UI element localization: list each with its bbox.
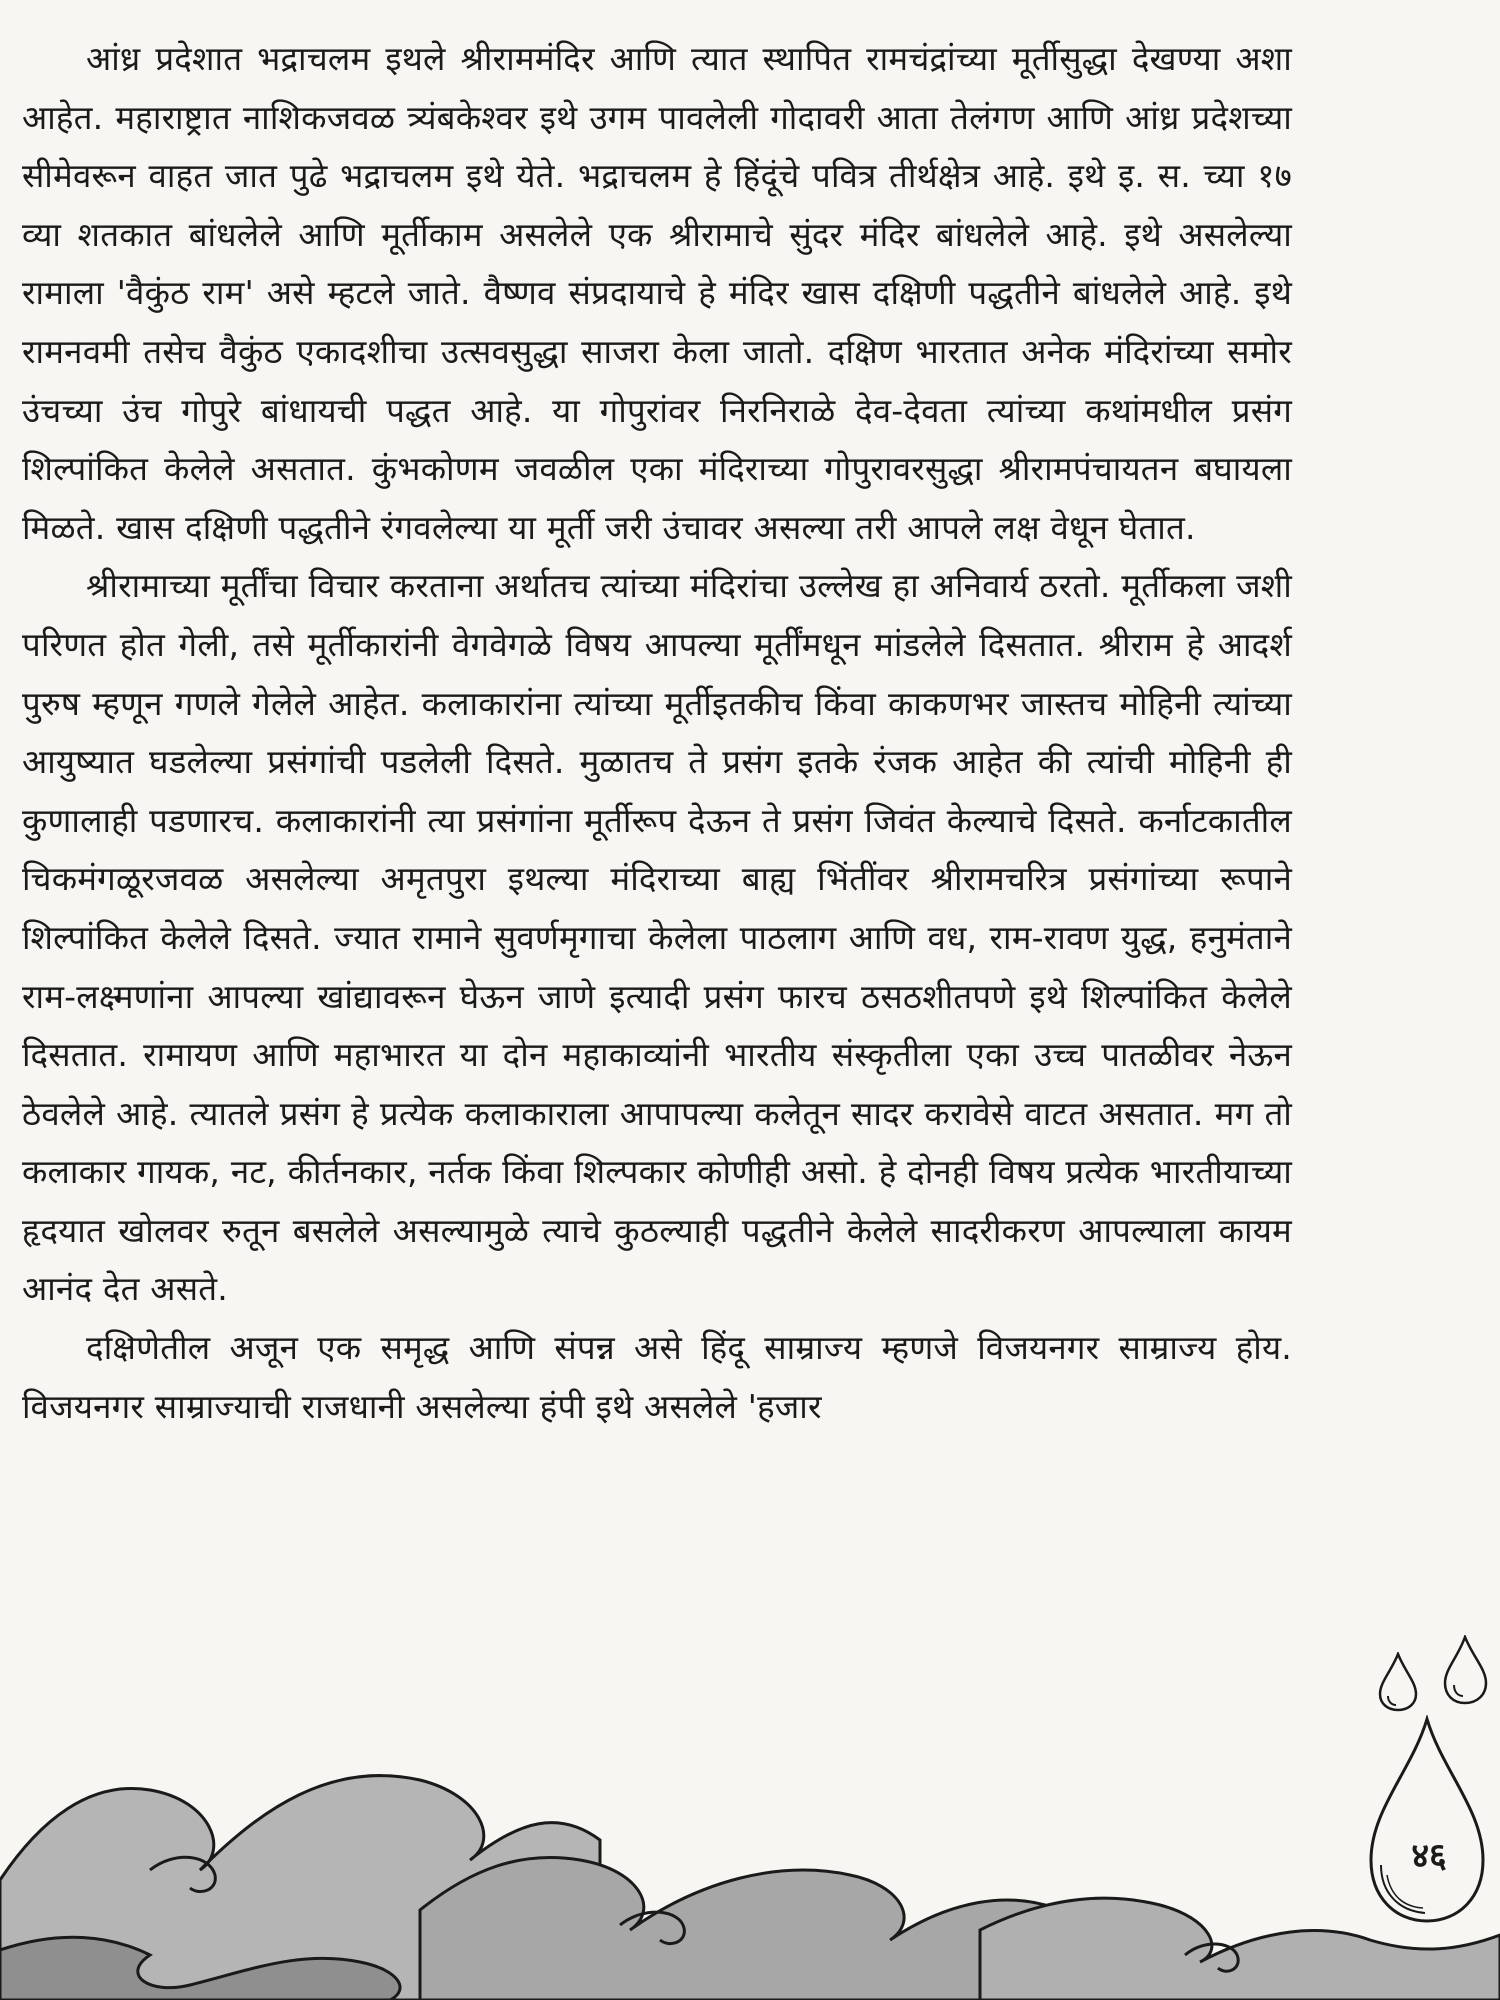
page-number: ४६ [1411,1836,1447,1876]
paragraph-bhadrachalam: आंध्र प्रदेशात भद्राचलम इथले श्रीराममंदिर आणि त्यात स्थापित रामचंद्रांच्या मूर्तीसुद्धा देखण्या अशा आहेत. महाराष्ट्रात नाशिकजवळ त्र्यंबकेश्वर इथे उगम पावलेली गोदावरी आता तेलंगण आणि आंध्र प्रदेशच्या सीमेवरून वाहत जात पुढे भद्राचलम इथे येते. भद्राचलम हे हिंदूंचे पवित्र तीर्थक्षेत्र आहे. इथे इ. स. च्या १७ व्या शतकात बांधलेले आणि मूर्तीकाम असलेले एक श्रीरामाचे सुंदर मंदिर बांधलेले आहे. इथे असलेल्या रामाला 'वैकुंठ राम' असे म्हटले जाते. वैष्णव संप्रदायाचे हे मंदिर खास दक्षिणी पद्धतीने बांधलेले आहे. इथे रामनवमी तसेच वैकुंठ एकादशीचा उत्सवसुद्धा साजरा केला जातो. दक्षिण भारतात अनेक मंदिरांच्या समोर उंचच्या उंच गोपुरे बांधायची पद्धत आहे. या गोपुरांवर निरनिराळे देव-देवता त्यांच्या कथांमधील प्रसंग शिल्पांकित केलेले असतात. कुंभकोणम जवळील एका मंदिराच्या गोपुरावरसुद्धा श्रीरामपंचायतन बघायला मिळते. खास दक्षिणी पद्धतीने रंगवलेल्या या मूर्ती जरी उंचावर असल्या तरी आपले लक्ष वेधून घेतात. [22,39,1292,547]
paragraph-vijayanagar: दक्षिणेतील अजून एक समृद्ध आणि संपन्न असे हिंदू साम्राज्य म्हणजे विजयनगर साम्राज्य होय. विजयनगर साम्राज्याची राजधानी असलेल्या हंपी इथे असलेले 'हजार [22,1328,1292,1426]
water-drop-medium-icon [1443,1635,1488,1705]
water-drop-small-icon [1378,1652,1418,1712]
wave-back-center [420,1857,1060,2000]
body-text [22,30,1292,1436]
paragraph-shriram-murti: श्रीरामाच्या मूर्तींचा विचार करताना अर्थातच त्यांच्या मंदिरांचा उल्लेख हा अनिवार्य ठरतो. मूर्तीकला जशी परिणत होत गेली, तसे मूर्तीकारांनी वेगवेगळे विषय आपल्या मूर्तींमधून मांडलेले दिसतात. श्रीराम हे आदर्श पुरुष म्हणून गणले गेलेले आहेत. कलाकारांना त्यांच्या मूर्तीइतकीच किंवा काकणभर जास्तच मोहिनी त्यांच्या आयुष्यात घडलेल्या प्रसंगांची पडलेली दिसते. मुळातच ते प्रसंग इतके रंजक आहेत की त्यांची मोहिनी ही कुणालाही पडणारच. कलाकारांनी त्या प्रसंगांना मूर्तीरूप देऊन ते प्रसंग जिवंत केल्याचे दिसते. कर्नाटकातील चिकमंगळूरजवळ असलेल्या अमृतपुरा इथल्या मंदिराच्या बाह्य भिंतींवर श्रीरामचरित्र प्रसंगांच्या रूपाने शिल्पांकित केलेले दिसते. ज्यात रामाने सुवर्णमृगाचा केलेला पाठलाग आणि वध, राम-रावण युद्ध, हनुमंताने राम-लक्ष्मणांना आपल्या खांद्यावरून घेऊन जाणे इत्यादी प्रसंग फारच ठसठशीतपणे इथे शिल्पांकित केलेले दिसतात. रामायण आणि महाभारत या दोन महाकाव्यांनी भारतीय संस्कृतीला एका उच्च पातळीवर नेऊन ठेवलेले आहे. त्यातले प्रसंग हे प्रत्येक कलाकाराला आपापल्या कलेतून सादर करावेसे वाटत असतात. मग तो कलाकार गायक, नट, कीर्तनकार, नर्तक किंवा शिल्पकार कोणीही असो. हे दोनही विषय प्रत्येक भारतीयाच्या हृदयात खोलवर रुतून बसलेले असल्यामुळे त्याचे कुठल्याही पद्धतीने केलेले सादरीकरण आपल्याला कायम आनंद देत असते. [22,566,1292,1309]
wave-illustration [0,1700,1500,2000]
water-drop-page-icon [1367,1715,1487,1925]
